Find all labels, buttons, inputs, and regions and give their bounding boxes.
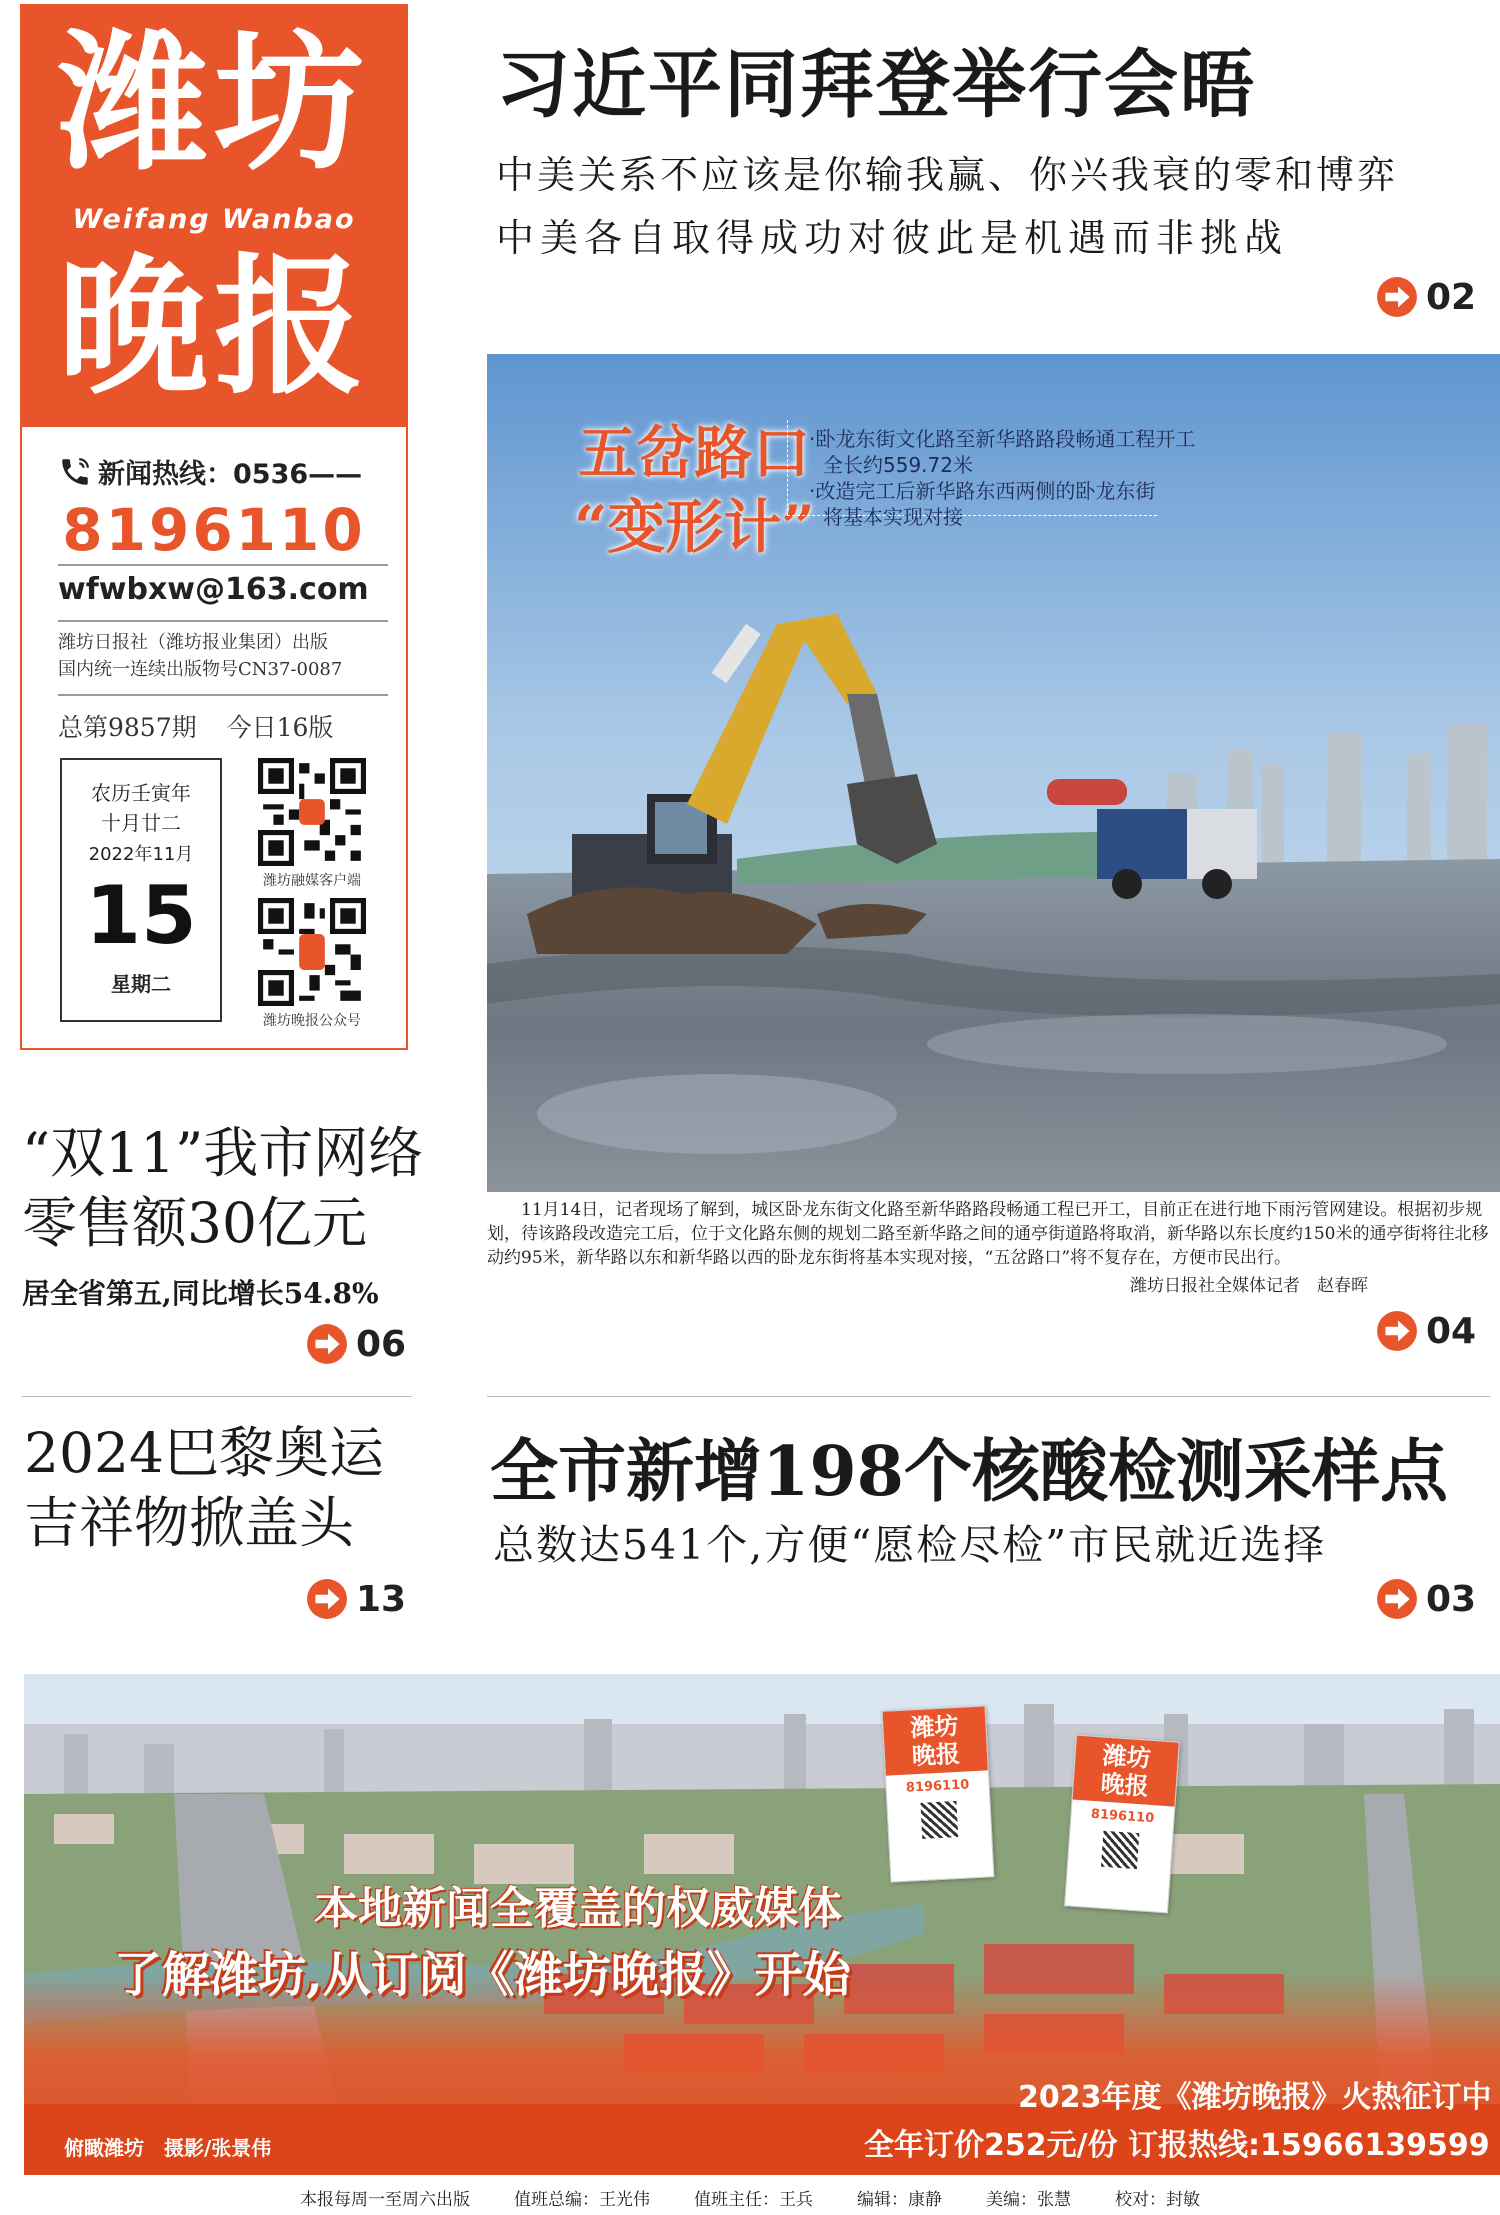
thumbnail-title: 潍坊 晚报 <box>1073 1736 1179 1807</box>
footer-schedule: 本报每周一至周六出版 <box>300 2190 470 2210</box>
footer-chief-editor: 值班总编：王光伟 <box>514 2190 650 2210</box>
banner-price-hotline[interactable]: 全年订价252元/份 订报热线:15966139599 <box>864 2128 1490 2163</box>
newspaper-thumbnail <box>882 1705 995 1882</box>
masthead-title-line2: 晚报 <box>57 239 370 415</box>
construction-photo <box>487 354 1500 1192</box>
thumbnail-qr-icon <box>920 1801 958 1839</box>
page-footer <box>0 2180 1500 2215</box>
photo-credit: 潍坊日报社全媒体记者 赵春晖 <box>1130 1276 1368 1296</box>
arrow-right-circle-icon <box>1376 1310 1418 1352</box>
photo-note: ·卧龙东街文化路至新华路路段畅通工程开工 <box>809 427 1196 451</box>
covid-headline[interactable]: 全市新增198个核酸检测采样点 <box>490 1432 1448 1512</box>
side-story-2-headline[interactable] <box>24 1418 384 1558</box>
footer-editor: 编辑：康静 <box>857 2190 942 2210</box>
page-jump-link[interactable] <box>1376 1578 1476 1620</box>
hotline-label-text: 新闻热线：0536—— <box>98 459 363 490</box>
thumbnail-title: 潍坊 晚报 <box>883 1706 988 1775</box>
covid-subheadline: 总数达541个,方便“愿检尽检”市民就近选择 <box>493 1521 1327 1569</box>
qr-label-app: 潍坊融媒客户端 <box>263 873 361 889</box>
page-jump-link[interactable] <box>1376 276 1476 318</box>
masthead-title-english: Weifang Wanbao <box>72 204 356 235</box>
thumbnail-number: 8196110 <box>1090 1806 1155 1827</box>
thumbnail-number: 8196110 <box>905 1777 970 1796</box>
page-number: 03 <box>1426 1578 1477 1620</box>
day-number: 15 <box>85 869 197 962</box>
page-jump-link[interactable] <box>306 1578 406 1620</box>
lead-headline[interactable]: 习近平同拜登举行会晤 <box>496 42 1256 128</box>
side-story-1-headline[interactable] <box>22 1118 423 1258</box>
photo-note: 全长约559.72米 <box>823 453 973 477</box>
qr-code-icon[interactable] <box>258 898 366 1006</box>
side-story-2-line2: 吉祥物掀盖头 <box>24 1491 355 1555</box>
masthead-divider <box>58 694 388 696</box>
weekday: 星期二 <box>111 972 171 996</box>
banner-subscription-notice: 2023年度《潍坊晚报》火热征订中 <box>1018 2080 1492 2115</box>
photo-title-line1: 五岔路口 <box>578 419 811 487</box>
masthead-title-line1: 潍坊 <box>57 15 370 191</box>
hotline-label <box>58 452 362 491</box>
page-number: 06 <box>356 1323 407 1365</box>
subscription-banner[interactable] <box>24 1674 1500 2175</box>
photo-title-line2: “变形计” <box>574 493 815 561</box>
date-box <box>60 758 222 1022</box>
lunar-day: 十月廿二 <box>101 811 181 835</box>
section-divider <box>22 1396 412 1397</box>
lead-subheadline-2: 中美各自取得成功对彼此是机遇而非挑战 <box>496 216 1289 260</box>
photo-caption: 11月14日，记者现场了解到，城区卧龙东街文化路至新华路路段畅通工程已开工，目前正在进行地下雨污管网建设。根据初步规划，待该路段改造完工后，位于文化路东侧的规划二路至新华路之间的通亭街道路将取消，新华路以东长度约150米的通亭街将往北移动约95米，新华路以东和新华路以西的卧龙东街将基本实现对接，“五岔路口”将不复存在，方便市民出行。 <box>487 1200 1489 1268</box>
footer-proofreader: 校对：封敏 <box>1115 2190 1200 2210</box>
page-jump-link[interactable] <box>1376 1310 1476 1352</box>
publisher-line2: 国内统一连续出版物号CN37-0087 <box>58 659 343 680</box>
banner-slogan: 本地新闻全覆盖的权威媒体 <box>314 1883 842 1934</box>
lunar-date <box>62 778 220 838</box>
masthead <box>20 4 408 1050</box>
lunar-year: 农历壬寅年 <box>91 781 191 805</box>
photo-note: 将基本实现对接 <box>823 505 963 529</box>
issue-number: 总第9857期 <box>58 713 197 742</box>
side-story-1-line1: “双11”我市网络 <box>22 1121 424 1185</box>
banner-photo-credit: 俯瞰潍坊 摄影/张景伟 <box>64 2136 272 2160</box>
page-jump-link[interactable] <box>306 1323 406 1365</box>
page-count: 今日16版 <box>226 713 334 742</box>
side-story-1-line2: 零售额30亿元 <box>22 1191 367 1255</box>
qr-label-wechat: 潍坊晚报公众号 <box>263 1013 361 1029</box>
section-divider <box>487 1396 1490 1397</box>
photo-feature-title <box>574 416 815 564</box>
issue-info <box>58 708 333 744</box>
page-number: 04 <box>1426 1310 1477 1352</box>
arrow-right-circle-icon <box>1376 1578 1418 1620</box>
qr-code-icon[interactable] <box>258 758 366 866</box>
arrow-right-circle-icon <box>1376 276 1418 318</box>
hotline-number: 8196110 <box>62 496 366 564</box>
thumbnail-qr-icon <box>1101 1831 1139 1869</box>
side-story-2-line1: 2024巴黎奥运 <box>24 1421 384 1485</box>
masthead-divider <box>58 564 388 566</box>
publisher-info <box>58 629 342 683</box>
email-address[interactable]: wfwbxw@163.com <box>58 572 369 607</box>
newspaper-thumbnail <box>1064 1735 1180 1914</box>
banner-call-to-action: 了解潍坊,从订阅《潍坊晚报》开始 <box>114 1947 851 2003</box>
masthead-logo-block <box>22 6 406 427</box>
gregorian-month: 2022年11月 <box>88 844 194 865</box>
photo-note: ·改造完工后新华路东西两侧的卧龙东街 <box>809 479 1156 503</box>
footer-designer: 美编：张慧 <box>986 2190 1071 2210</box>
page-number: 02 <box>1426 276 1477 318</box>
page-number: 13 <box>356 1578 407 1620</box>
arrow-right-circle-icon <box>306 1578 348 1620</box>
masthead-divider <box>58 620 388 622</box>
phone-icon <box>58 455 92 489</box>
arrow-right-circle-icon <box>306 1323 348 1365</box>
lead-subheadline-1: 中美关系不应该是你输我赢、你兴我衰的零和博弈 <box>496 153 1399 197</box>
footer-duty-director: 值班主任：王兵 <box>694 2190 813 2210</box>
photo-notes <box>809 426 1195 530</box>
publisher-line1: 潍坊日报社（潍坊报业集团）出版 <box>58 632 328 653</box>
side-story-1-sub: 居全省第五,同比增长54.8% <box>22 1277 379 1310</box>
